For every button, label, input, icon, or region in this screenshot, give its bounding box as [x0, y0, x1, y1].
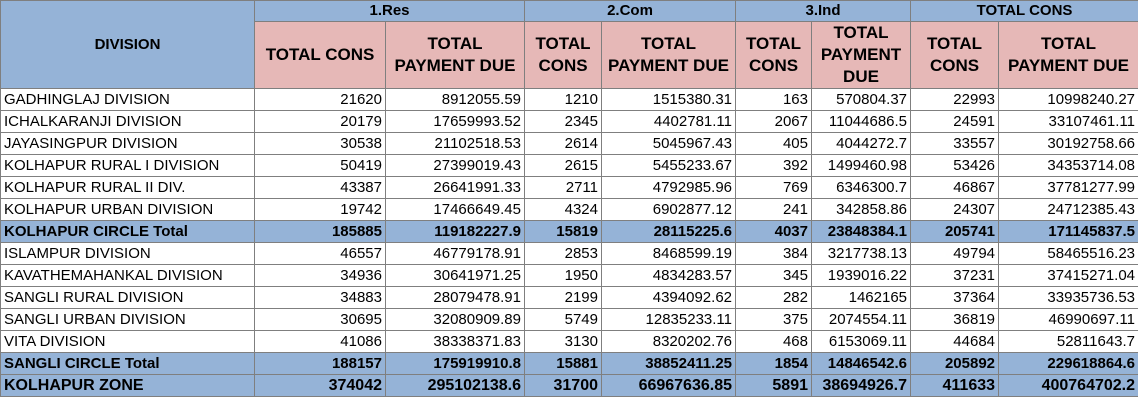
value-cell: 342858.86: [812, 199, 911, 221]
table-row: [1, 133, 1138, 155]
value-cell: 66967636.85: [602, 375, 736, 397]
value-cell: 36819: [911, 309, 999, 331]
value-cell: 46557: [255, 243, 386, 265]
division-name-cell: ICHALKARANJI DIVISION: [1, 111, 255, 133]
value-cell: 6902877.12: [602, 199, 736, 221]
value-cell: 205741: [911, 221, 999, 243]
value-cell: 6346300.7: [812, 177, 911, 199]
value-cell: 14846542.6: [812, 353, 911, 375]
value-cell: 46779178.91: [386, 243, 525, 265]
value-cell: 405: [736, 133, 812, 155]
value-cell: 384: [736, 243, 812, 265]
value-cell: 24307: [911, 199, 999, 221]
value-cell: 12835233.11: [602, 309, 736, 331]
value-cell: 31700: [525, 375, 602, 397]
value-cell: 4394092.62: [602, 287, 736, 309]
table-row: [1, 199, 1138, 221]
value-cell: 26641991.33: [386, 177, 525, 199]
value-cell: 5455233.67: [602, 155, 736, 177]
division-name-cell: SANGLI CIRCLE Total: [1, 353, 255, 375]
value-cell: 33935736.53: [999, 287, 1138, 309]
value-cell: 205892: [911, 353, 999, 375]
value-cell: 769: [736, 177, 812, 199]
division-header: DIVISION: [1, 1, 255, 89]
table-row: [1, 243, 1138, 265]
value-cell: 4834283.57: [602, 265, 736, 287]
sub-header: TOTAL CONS: [525, 22, 602, 89]
value-cell: 400764702.2: [999, 375, 1138, 397]
value-cell: 295102138.6: [386, 375, 525, 397]
group-header-com: 2.Com: [525, 1, 736, 22]
value-cell: 229618864.6: [999, 353, 1138, 375]
division-name-cell: KAVATHEMAHANKAL DIVISION: [1, 265, 255, 287]
value-cell: 375: [736, 309, 812, 331]
value-cell: 4324: [525, 199, 602, 221]
sub-header: TOTAL CONS: [911, 22, 999, 89]
division-name-cell: VITA DIVISION: [1, 331, 255, 353]
value-cell: 30538: [255, 133, 386, 155]
sub-header: TOTAL CONS: [736, 22, 812, 89]
value-cell: 58465516.23: [999, 243, 1138, 265]
value-cell: 2711: [525, 177, 602, 199]
value-cell: 2614: [525, 133, 602, 155]
sub-header: TOTAL PAYMENT DUE: [386, 22, 525, 89]
value-cell: 163: [736, 89, 812, 111]
value-cell: 38694926.7: [812, 375, 911, 397]
value-cell: 10998240.27: [999, 89, 1138, 111]
value-cell: 2345: [525, 111, 602, 133]
value-cell: 8320202.76: [602, 331, 736, 353]
value-cell: 38852411.25: [602, 353, 736, 375]
value-cell: 1499460.98: [812, 155, 911, 177]
value-cell: 38338371.83: [386, 331, 525, 353]
table-row: [1, 177, 1138, 199]
value-cell: 468: [736, 331, 812, 353]
division-name-cell: KOLHAPUR CIRCLE Total: [1, 221, 255, 243]
value-cell: 570804.37: [812, 89, 911, 111]
value-cell: 37781277.99: [999, 177, 1138, 199]
value-cell: 2067: [736, 111, 812, 133]
value-cell: 15881: [525, 353, 602, 375]
value-cell: 6153069.11: [812, 331, 911, 353]
value-cell: 4037: [736, 221, 812, 243]
value-cell: 34353714.08: [999, 155, 1138, 177]
value-cell: 119182227.9: [386, 221, 525, 243]
division-name-cell: GADHINGLAJ DIVISION: [1, 89, 255, 111]
circle-total-row: [1, 221, 1138, 243]
table-row: [1, 331, 1138, 353]
value-cell: 175919910.8: [386, 353, 525, 375]
division-name-cell: JAYASINGPUR DIVISION: [1, 133, 255, 155]
value-cell: 282: [736, 287, 812, 309]
value-cell: 33107461.11: [999, 111, 1138, 133]
value-cell: 2074554.11: [812, 309, 911, 331]
division-name-cell: KOLHAPUR ZONE: [1, 375, 255, 397]
value-cell: 188157: [255, 353, 386, 375]
value-cell: 41086: [255, 331, 386, 353]
value-cell: 28115225.6: [602, 221, 736, 243]
sub-header: TOTAL PAYMENT DUE: [602, 22, 736, 89]
value-cell: 5045967.43: [602, 133, 736, 155]
value-cell: 411633: [911, 375, 999, 397]
value-cell: 46867: [911, 177, 999, 199]
table-body: [1, 89, 1138, 397]
value-cell: 17466649.45: [386, 199, 525, 221]
value-cell: 3217738.13: [812, 243, 911, 265]
value-cell: 8912055.59: [386, 89, 525, 111]
division-name-cell: ISLAMPUR DIVISION: [1, 243, 255, 265]
value-cell: 3130: [525, 331, 602, 353]
value-cell: 4792985.96: [602, 177, 736, 199]
table-row: [1, 309, 1138, 331]
value-cell: 30641971.25: [386, 265, 525, 287]
value-cell: 33557: [911, 133, 999, 155]
value-cell: 17659993.52: [386, 111, 525, 133]
value-cell: 392: [736, 155, 812, 177]
value-cell: 241: [736, 199, 812, 221]
group-header-ind: 3.Ind: [736, 1, 911, 22]
table-row: [1, 265, 1138, 287]
value-cell: 21620: [255, 89, 386, 111]
value-cell: 345: [736, 265, 812, 287]
zone-total-row: [1, 375, 1138, 397]
division-name-cell: SANGLI RURAL DIVISION: [1, 287, 255, 309]
table-row: [1, 89, 1138, 111]
value-cell: 23848384.1: [812, 221, 911, 243]
value-cell: 43387: [255, 177, 386, 199]
value-cell: 34936: [255, 265, 386, 287]
value-cell: 20179: [255, 111, 386, 133]
value-cell: 374042: [255, 375, 386, 397]
value-cell: 2853: [525, 243, 602, 265]
division-name-cell: KOLHAPUR RURAL II DIV.: [1, 177, 255, 199]
value-cell: 28079478.91: [386, 287, 525, 309]
value-cell: 2615: [525, 155, 602, 177]
value-cell: 5891: [736, 375, 812, 397]
division-name-cell: KOLHAPUR URBAN DIVISION: [1, 199, 255, 221]
value-cell: 24712385.43: [999, 199, 1138, 221]
table-row: [1, 111, 1138, 133]
division-name-cell: SANGLI URBAN DIVISION: [1, 309, 255, 331]
value-cell: 4044272.7: [812, 133, 911, 155]
value-cell: 24591: [911, 111, 999, 133]
value-cell: 1462165: [812, 287, 911, 309]
value-cell: 5749: [525, 309, 602, 331]
value-cell: 37415271.04: [999, 265, 1138, 287]
value-cell: 19742: [255, 199, 386, 221]
sub-header: TOTAL PAYMENT DUE: [999, 22, 1138, 89]
value-cell: 1939016.22: [812, 265, 911, 287]
value-cell: 21102518.53: [386, 133, 525, 155]
value-cell: 30695: [255, 309, 386, 331]
value-cell: 1854: [736, 353, 812, 375]
value-cell: 171145837.5: [999, 221, 1138, 243]
table-row: [1, 155, 1138, 177]
sub-header: TOTAL PAYMENT DUE: [812, 22, 911, 89]
value-cell: 44684: [911, 331, 999, 353]
value-cell: 52811643.7: [999, 331, 1138, 353]
value-cell: 8468599.19: [602, 243, 736, 265]
value-cell: 1210: [525, 89, 602, 111]
value-cell: 37231: [911, 265, 999, 287]
division-name-cell: KOLHAPUR RURAL I DIVISION: [1, 155, 255, 177]
value-cell: 53426: [911, 155, 999, 177]
sub-header: TOTAL CONS: [255, 22, 386, 89]
group-header-res: 1.Res: [255, 1, 525, 22]
value-cell: 22993: [911, 89, 999, 111]
value-cell: 11044686.5: [812, 111, 911, 133]
value-cell: 30192758.66: [999, 133, 1138, 155]
value-cell: 37364: [911, 287, 999, 309]
value-cell: 15819: [525, 221, 602, 243]
value-cell: 32080909.89: [386, 309, 525, 331]
value-cell: 49794: [911, 243, 999, 265]
value-cell: 34883: [255, 287, 386, 309]
value-cell: 27399019.43: [386, 155, 525, 177]
value-cell: 50419: [255, 155, 386, 177]
value-cell: 46990697.11: [999, 309, 1138, 331]
value-cell: 2199: [525, 287, 602, 309]
circle-total-row: [1, 353, 1138, 375]
value-cell: 1515380.31: [602, 89, 736, 111]
group-header-total-cons: TOTAL CONS: [911, 1, 1138, 22]
table-row: [1, 287, 1138, 309]
value-cell: 1950: [525, 265, 602, 287]
value-cell: 185885: [255, 221, 386, 243]
value-cell: 4402781.11: [602, 111, 736, 133]
